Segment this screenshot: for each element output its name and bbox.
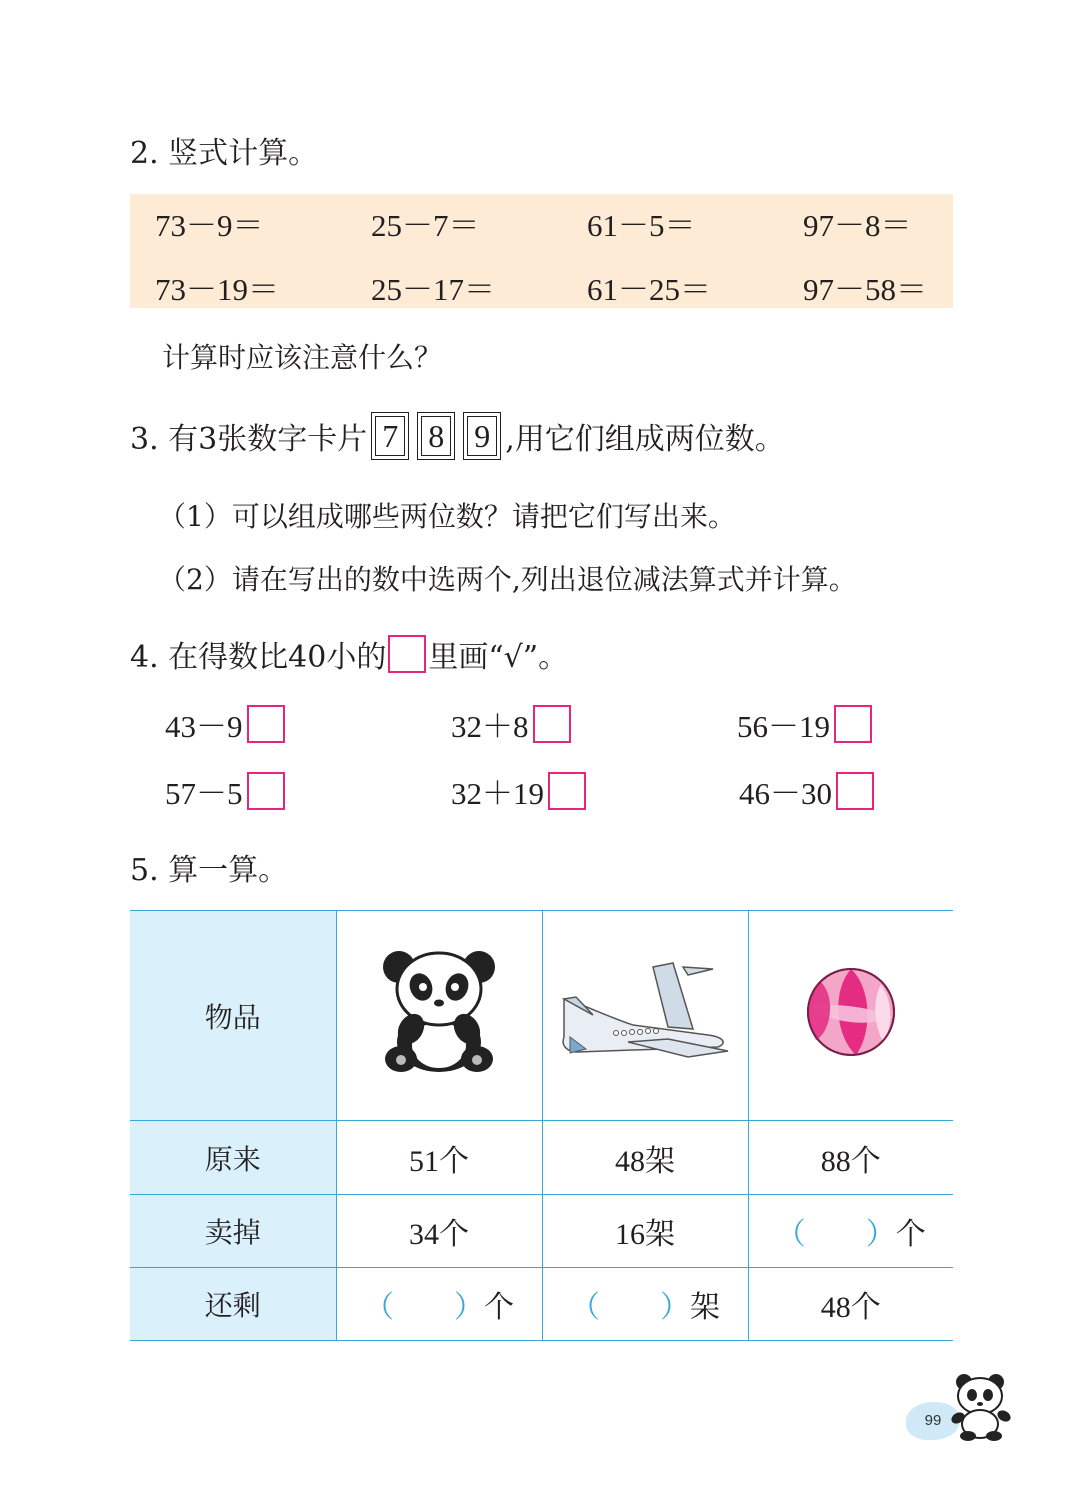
row-header: 还剩 [130, 1268, 336, 1341]
q3-suffix: ,用它们组成两位数。 [505, 422, 785, 457]
row-header: 物品 [130, 911, 336, 1121]
panda-mascot-icon [950, 1372, 1012, 1442]
airplane-image [542, 911, 748, 1121]
answer-cell[interactable]: （ ）个 [748, 1195, 953, 1268]
table-cell: 48个 [748, 1268, 953, 1341]
answer-box-sample [388, 635, 426, 673]
q2-expr: 61－25＝ [587, 272, 711, 307]
q4-expr: 56－19 [737, 709, 830, 744]
table-cell: 16架 [542, 1195, 748, 1268]
row-header: 原来 [130, 1121, 336, 1195]
q3-sub1: （1）可以组成哪些两位数？请把它们写出来。 [158, 500, 736, 533]
q3-prefix: 3. 有3张数字卡片 [130, 422, 368, 457]
q2-title: 2. 竖式计算。 [130, 136, 319, 171]
table-cell: 51个 [336, 1121, 542, 1195]
page-number: 99 [906, 1402, 960, 1440]
q4-prefix: 4. 在得数比40小的 [130, 640, 387, 675]
table-cell: 48架 [542, 1121, 748, 1195]
check-box[interactable] [836, 772, 874, 810]
q2-expr: 73－9＝ [155, 208, 264, 243]
q4-item [737, 701, 872, 746]
check-box[interactable] [247, 705, 285, 743]
row-header: 卖掉 [130, 1195, 336, 1268]
table-row [130, 1121, 953, 1195]
q4-item [451, 701, 571, 746]
airplane-icon [558, 957, 733, 1067]
q4-title [130, 632, 568, 676]
q2-note: 计算时应该注意什么？ [162, 341, 443, 374]
ball-image [748, 911, 953, 1121]
q4-expr: 46－30 [739, 776, 832, 811]
q4-item [451, 768, 586, 813]
check-box[interactable] [247, 772, 285, 810]
q2-expr: 61－5＝ [587, 208, 696, 243]
digit-card: 9 [463, 412, 501, 460]
q5-title: 5. 算一算。 [130, 853, 289, 888]
q4-item [739, 768, 874, 813]
q4-expr: 57－5 [165, 776, 243, 811]
check-box[interactable] [548, 772, 586, 810]
q2-expr: 73－19＝ [155, 272, 279, 307]
q4-item [165, 768, 285, 813]
q2-expr: 25－17＝ [371, 272, 495, 307]
q4-item [165, 701, 285, 746]
table-row [130, 1268, 953, 1341]
q4-expr: 32＋19 [451, 776, 544, 811]
digit-card: 8 [417, 412, 455, 460]
panda-image [336, 911, 542, 1121]
q4-expr: 43－9 [165, 709, 243, 744]
table-cell: 88个 [748, 1121, 953, 1195]
answer-cell[interactable]: （ ）架 [542, 1268, 748, 1341]
check-box[interactable] [834, 705, 872, 743]
answer-cell[interactable]: （ ）个 [336, 1268, 542, 1341]
q4-suffix: 里画“√”。 [428, 640, 569, 675]
q2-expr: 97－58＝ [803, 272, 927, 307]
digit-card: 7 [371, 412, 409, 460]
table-row [130, 911, 953, 1121]
check-box[interactable] [533, 705, 571, 743]
table-cell: 34个 [336, 1195, 542, 1268]
q3-sub2: （2）请在写出的数中选两个,列出退位减法算式并计算。 [158, 563, 857, 596]
table-row [130, 1195, 953, 1268]
panda-icon [379, 947, 499, 1077]
q4-expr: 32＋8 [451, 709, 529, 744]
ball-icon [801, 962, 901, 1062]
q3-title [130, 412, 785, 460]
q5-table [130, 910, 953, 1341]
q2-expr: 97－8＝ [803, 208, 912, 243]
q2-expr: 25－7＝ [371, 208, 480, 243]
